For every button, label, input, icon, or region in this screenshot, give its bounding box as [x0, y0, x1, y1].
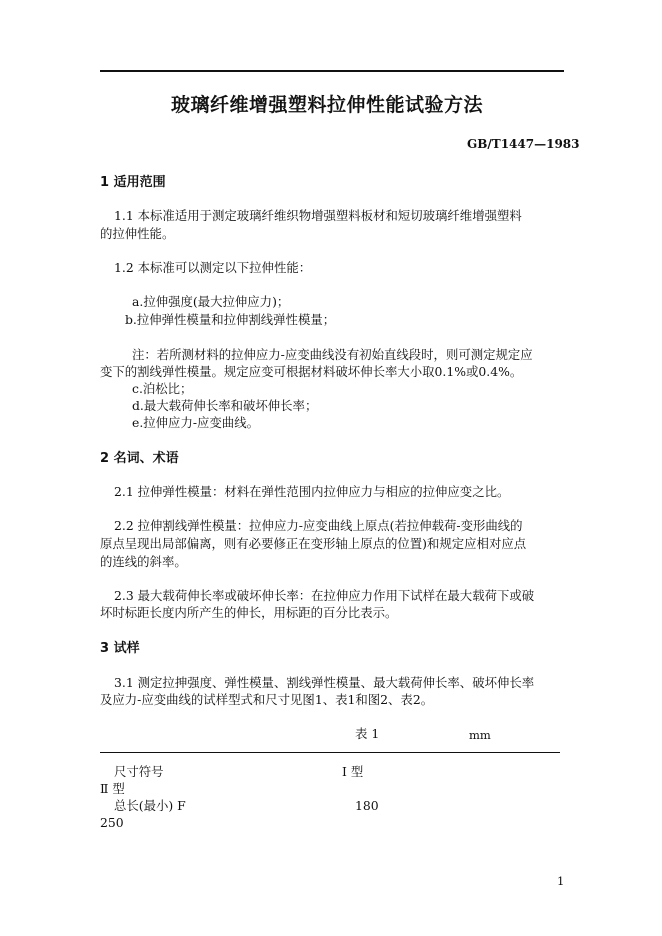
- section-2-3-line-1: 2.3 最大载荷伸长率或破坏伸长率：在拉伸应力作用下试样在最大载荷下或破: [114, 588, 535, 603]
- section-1-1-line-1: 1.1 本标准适用于测定玻璃纤维织物增强塑料板材和短切玻璃纤维增强塑料: [114, 208, 522, 223]
- table-unit: mm: [469, 728, 491, 742]
- list-item-e: e.拉伸应力-应变曲线。: [132, 415, 259, 430]
- list-item-c: c.泊松比；: [132, 381, 193, 396]
- note-line-2: 变下的割线弹性模量。规定应变可根据材料破坏伸长率大小取0.1%或0.4%。: [100, 364, 523, 379]
- top-rule: [100, 70, 564, 72]
- section-1-1-line-2: 的拉伸性能。: [100, 226, 175, 241]
- page-number: 1: [557, 874, 565, 888]
- table-header-type-2: Ⅱ 型: [100, 781, 125, 796]
- section-2-2-line-3: 的连线的斜率。: [100, 554, 187, 569]
- section-3-1-line-1: 3.1 测定拉抻强度、弹性模量、割线弹性模量、最大载荷伸长率、破坏伸长率: [114, 675, 535, 690]
- table-row-total-length-type-1: 180: [355, 798, 379, 813]
- section-1-heading: 1 适用范围: [100, 175, 166, 190]
- section-2-3-line-2: 坏时标距长度内所产生的伸长，用标距的百分比表示。: [100, 605, 398, 620]
- section-2-2-line-1: 2.2 拉伸割线弹性模量：拉伸应力-应变曲线上原点(若拉伸载荷-变形曲线的: [114, 518, 523, 533]
- document-title: 玻璃纤维增强塑料拉伸性能试验方法: [171, 94, 484, 116]
- table-top-rule: [100, 752, 560, 753]
- section-2-1: 2.1 拉伸弹性模量：材料在弹性范围内拉伸应力与相应的拉伸应变之比。: [114, 484, 510, 499]
- note-line-1: 注：若所测材料的拉伸应力-应变曲线没有初始直线段时，则可测定规定应: [132, 347, 533, 362]
- section-3-1-line-2: 及应力-应变曲线的试样型式和尺寸见图1、表1和图2、表2。: [100, 692, 434, 707]
- list-item-a: a.拉伸强度(最大拉伸应力)；: [132, 294, 290, 309]
- section-3-heading: 3 试样: [100, 641, 140, 656]
- list-item-b: b.拉伸弹性模量和拉伸割线弹性模量；: [125, 312, 336, 327]
- list-item-d: d.最大载荷伸长率和破坏伸长率；: [132, 398, 318, 413]
- standard-number: GB/T1447—1983: [467, 137, 580, 151]
- section-2-2-line-2: 原点呈现出局部偏离，则有必要修正在变形轴上原点的位置)和规定应相对应点: [100, 536, 527, 551]
- table-row-total-length-type-2: 250: [100, 815, 124, 830]
- table-header-type-1: Ⅰ 型: [342, 764, 364, 779]
- section-1-2: 1.2 本标准可以测定以下拉伸性能：: [114, 260, 312, 275]
- section-2-heading: 2 名词、术语: [100, 451, 179, 466]
- table-header-dimension-symbol: 尺寸符号: [114, 764, 164, 779]
- table-row-total-length-label: 总长(最小) F: [114, 798, 186, 813]
- table-caption: 表 1: [355, 726, 380, 741]
